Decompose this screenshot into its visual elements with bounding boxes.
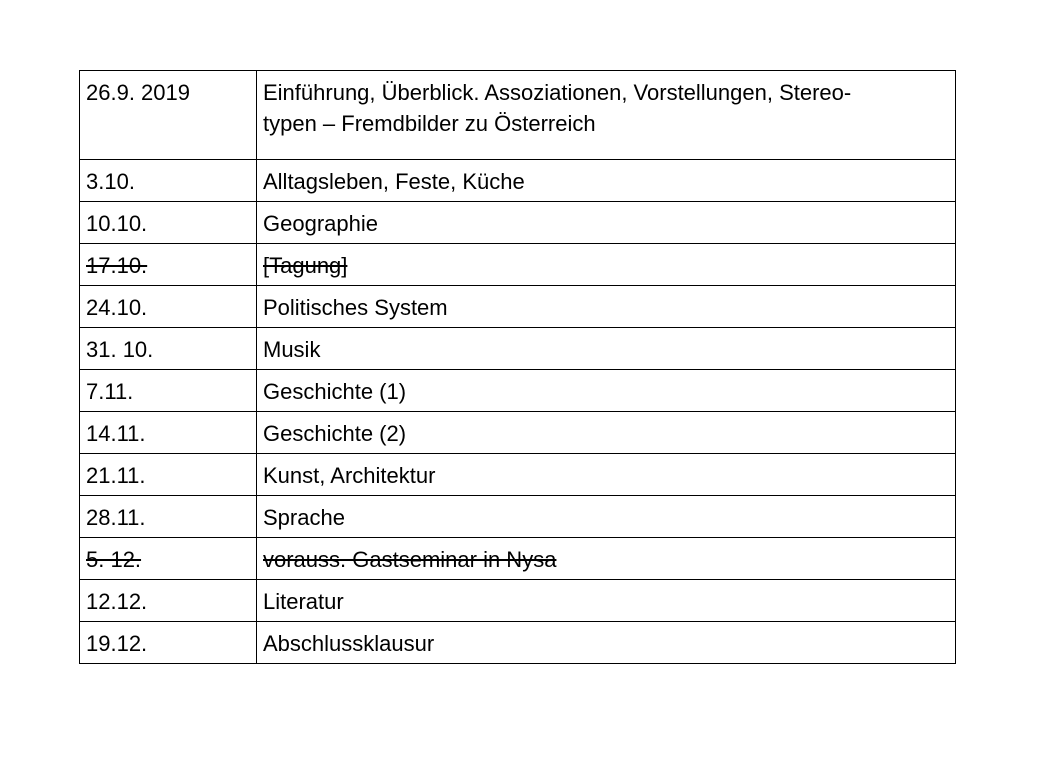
- topic-text: Literatur: [263, 589, 344, 614]
- date-text: 5. 12.: [86, 547, 142, 572]
- date-text: 3.10.: [86, 169, 135, 194]
- topic-text: vorauss. Gastseminar in Nysa: [263, 547, 557, 572]
- date-text: 31. 10.: [86, 337, 154, 362]
- table-row: [80, 580, 956, 622]
- date-cell: [80, 580, 257, 622]
- table-row: [80, 412, 956, 454]
- date-cell: [80, 328, 257, 370]
- table-row-cancelled: [80, 244, 956, 286]
- topic-cell: [257, 286, 956, 328]
- topic-cell: [257, 412, 956, 454]
- table-row: [80, 370, 956, 412]
- topic-text: Geschichte (2): [263, 421, 407, 446]
- date-text: 17.10.: [86, 253, 148, 278]
- table-row: [80, 160, 956, 202]
- topic-cell: [257, 496, 956, 538]
- topic-cell: [257, 160, 956, 202]
- topic-text: Einführung, Überblick. Assoziationen, Vorstellungen, Stereo-: [263, 80, 852, 105]
- table-row: [80, 622, 956, 664]
- topic-text: Abschlussklausur: [263, 631, 435, 656]
- topic-cell: [257, 454, 956, 496]
- table-row: [80, 496, 956, 538]
- date-cell: [80, 286, 257, 328]
- date-text: 12.12.: [86, 589, 148, 614]
- topic-cell: [257, 580, 956, 622]
- date-cell: [80, 370, 257, 412]
- table-row-cancelled: [80, 538, 956, 580]
- topic-text: Musik: [263, 337, 321, 362]
- topic-text: Alltagsleben, Feste, Küche: [263, 169, 525, 194]
- date-text: 19.12.: [86, 631, 148, 656]
- table-row: [80, 328, 956, 370]
- table-row: [80, 71, 956, 160]
- topic-cell: [257, 538, 956, 580]
- date-text: 21.11.: [86, 463, 146, 488]
- topic-cell: [257, 202, 956, 244]
- topic-cell: [257, 328, 956, 370]
- date-text: 10.10.: [86, 211, 148, 236]
- date-cell: [80, 160, 257, 202]
- date-cell: [80, 412, 257, 454]
- topic-text: Politisches System: [263, 295, 448, 320]
- topic-cell: [257, 71, 956, 160]
- topic-text: Sprache: [263, 505, 345, 530]
- date-text: 28.11.: [86, 505, 146, 530]
- table-row: [80, 286, 956, 328]
- table-row: [80, 454, 956, 496]
- date-cell: [80, 622, 257, 664]
- date-cell: [80, 454, 257, 496]
- date-cell: [80, 244, 257, 286]
- topic-text: Geographie: [263, 211, 378, 236]
- date-text: 24.10.: [86, 295, 148, 320]
- date-text: 26.9. 2019: [86, 80, 190, 105]
- table-row: [80, 202, 956, 244]
- topic-text: typen – Fremdbilder zu Österreich: [263, 111, 596, 136]
- date-cell: [80, 538, 257, 580]
- date-text: 14.11.: [86, 421, 146, 446]
- topic-cell: [257, 244, 956, 286]
- topic-cell: [257, 622, 956, 664]
- schedule-table: [79, 70, 956, 664]
- date-cell: [80, 496, 257, 538]
- topic-text: Geschichte (1): [263, 379, 407, 404]
- date-cell: [80, 202, 257, 244]
- date-cell: [80, 71, 257, 160]
- topic-text: Kunst, Architektur: [263, 463, 436, 488]
- topic-cell: [257, 370, 956, 412]
- date-text: 7.11.: [86, 379, 134, 404]
- topic-text: [Tagung]: [263, 253, 348, 278]
